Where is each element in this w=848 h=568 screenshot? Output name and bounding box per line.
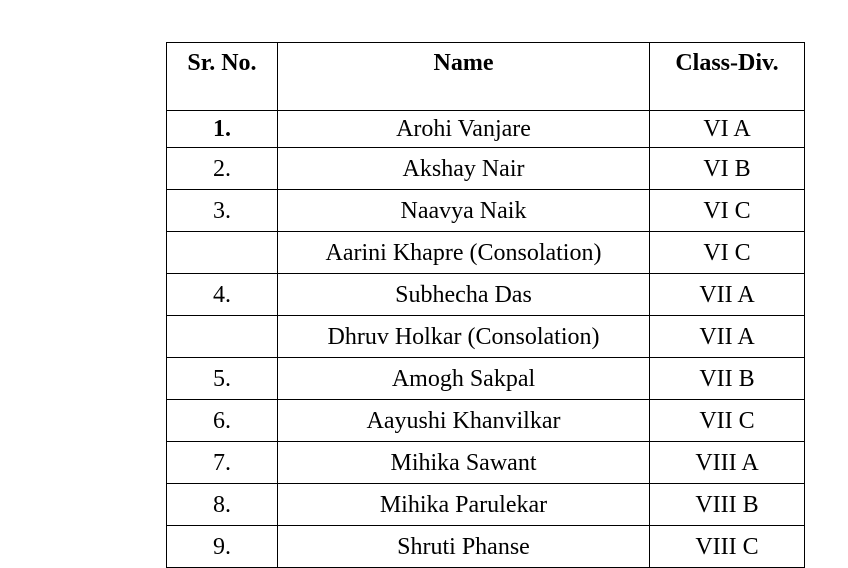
cell-class-div: VI C: [650, 232, 805, 274]
cell-class-div: VII A: [650, 316, 805, 358]
cell-name: Arohi Vanjare: [278, 111, 650, 148]
header-class-div: Class-Div.: [650, 43, 805, 111]
cell-sr-no: 8.: [167, 484, 278, 526]
cell-class-div: VIII B: [650, 484, 805, 526]
cell-class-div: VIII C: [650, 526, 805, 568]
table-row: [167, 442, 805, 484]
cell-class-div: VII A: [650, 274, 805, 316]
table-row: [167, 190, 805, 232]
cell-sr-no: 3.: [167, 190, 278, 232]
table-row: [167, 526, 805, 568]
table-row: [167, 111, 805, 148]
cell-name: Mihika Parulekar: [278, 484, 650, 526]
table-row: [167, 232, 805, 274]
header-name: Name: [278, 43, 650, 111]
cell-name: Amogh Sakpal: [278, 358, 650, 400]
cell-name: Subhecha Das: [278, 274, 650, 316]
cell-class-div: VI C: [650, 190, 805, 232]
cell-sr-no: 9.: [167, 526, 278, 568]
cell-name: Mihika Sawant: [278, 442, 650, 484]
table-row: [167, 274, 805, 316]
cell-class-div: VI B: [650, 148, 805, 190]
cell-name: Aarini Khapre (Consolation): [278, 232, 650, 274]
cell-sr-no: 5.: [167, 358, 278, 400]
cell-sr-no: [167, 232, 278, 274]
table-row: [167, 484, 805, 526]
cell-name: Akshay Nair: [278, 148, 650, 190]
cell-class-div: VI A: [650, 111, 805, 148]
cell-name: Shruti Phanse: [278, 526, 650, 568]
table-row: [167, 358, 805, 400]
header-sr-no: Sr. No.: [167, 43, 278, 111]
table-row: [167, 316, 805, 358]
table-header-row: [167, 43, 805, 111]
cell-name: Aayushi Khanvilkar: [278, 400, 650, 442]
results-table: [166, 42, 805, 568]
cell-sr-no: 6.: [167, 400, 278, 442]
cell-class-div: VII B: [650, 358, 805, 400]
table-row: [167, 148, 805, 190]
cell-sr-no: 1.: [167, 111, 278, 148]
cell-name: Dhruv Holkar (Consolation): [278, 316, 650, 358]
cell-sr-no: 4.: [167, 274, 278, 316]
cell-sr-no: 2.: [167, 148, 278, 190]
cell-sr-no: 7.: [167, 442, 278, 484]
cell-class-div: VII C: [650, 400, 805, 442]
cell-sr-no: [167, 316, 278, 358]
table-row: [167, 400, 805, 442]
cell-class-div: VIII A: [650, 442, 805, 484]
cell-name: Naavya Naik: [278, 190, 650, 232]
